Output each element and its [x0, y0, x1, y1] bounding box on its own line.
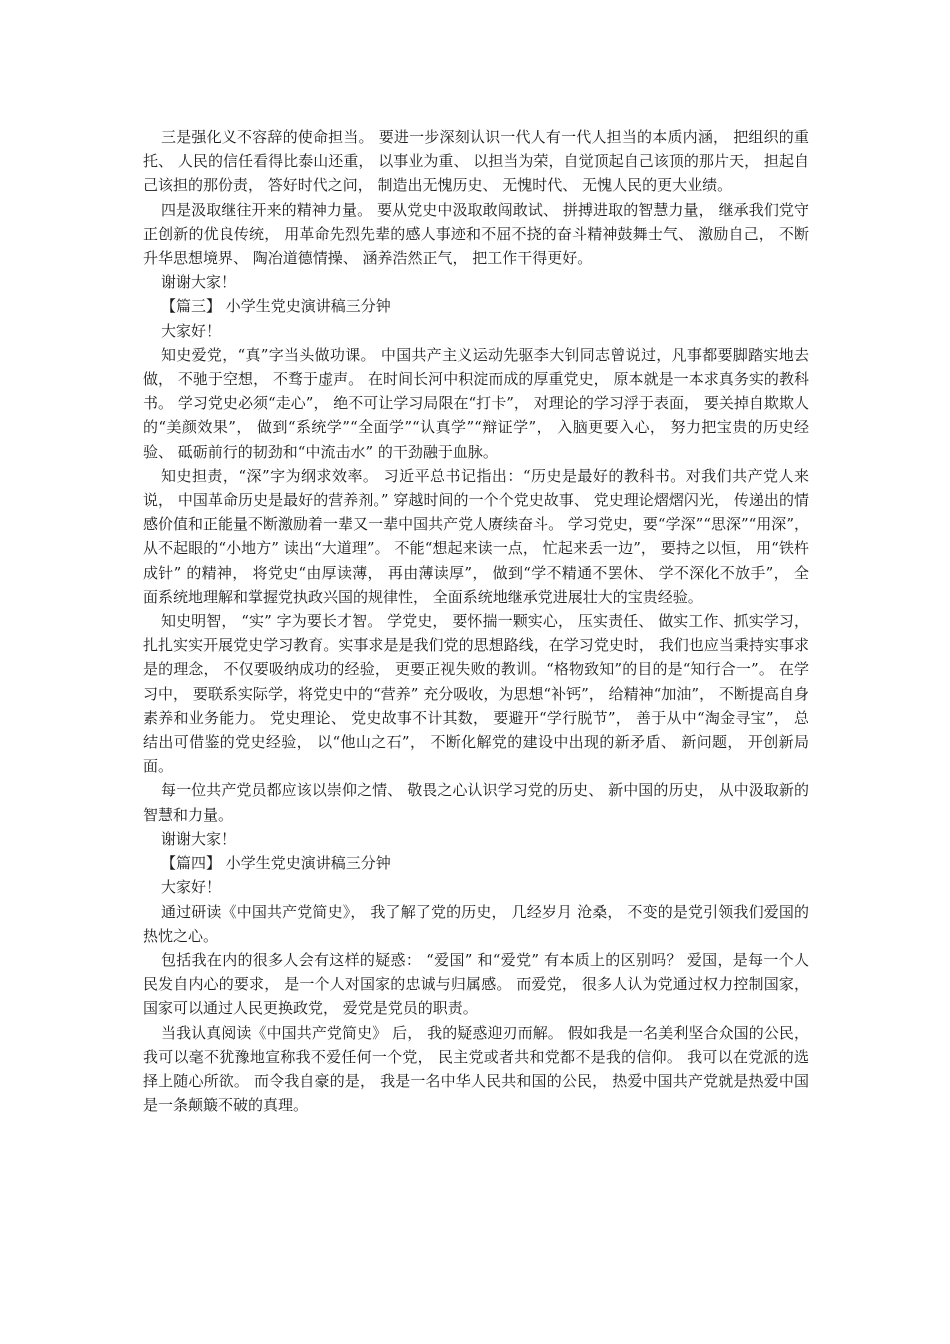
paragraph-spirit: 四是汲取继往开来的精神力量。 要从党史中汲取敢闯敢试、 拼搏进取的智慧力量， 继承我们党守正创新的优良传统， 用革命先烈先辈的感人事迹和不屈不挠的奋斗精神鼓舞士气、 激励自己， 不断升华思想境界、 陶冶道德情操、 涵养浩然正气， 把工作干得更好。 — [143, 200, 809, 268]
paragraph-question: 包括我在内的很多人会有这样的疑惑： “爱国” 和“爱党” 有本质上的区别吗？ 爱国，是每一个人民发自内心的要求， 是一个人对国家的忠诚与归属感。 而爱党， 很多人认为党通过权力控制国家， 国家可以通过人民更换政党， 爱党是党员的职责。 — [143, 950, 809, 1018]
paragraph-answer: 当我认真阅读《中国共产党简史》 后， 我的疑惑迎刃而解。 假如我是一名美利坚合众国的公民， 我可以毫不犹豫地宣称我不爱任何一个党， 民主党或者共和党都不是我的信仰。 我可以在党派的选择上随心所欲。 而令我自豪的是， 我是一名中华人民共和国的公民， 热爱中国共产党就是热爱中国是一条颠簸不破的真理。 — [143, 1023, 809, 1115]
paragraph-summary: 每一位共产党员都应该以崇仰之情、 敬畏之心认识学习党的历史、 新中国的历史， 从中汲取新的智慧和力量。 — [143, 781, 809, 824]
paragraph-shen: 知史担责，“深”字为纲求效率。 习近平总书记指出：“历史是最好的教科书。对我们共产党人来说， 中国革命历史是最好的营养剂。” 穿越时间的一个个党史故事、 党史理论熠熠闪光， 传递出的情感价值和正能量不断激励着一辈又一辈中国共产党人赓续奋斗。 学习党史，要“学深”“思深”“用深”， 从不起眼的“小地方” 读出“大道理”。 不能“想起来读一点， 忙起来丢一边”， 要持之以恒， 用“铁杵成针” 的精神， 将党史“由厚读薄， 再由薄读厚”， 做到“学不精通不罢休、 学不深化不放手”， 全面系统地理解和掌握党执政兴国的规律性， 全面系统地继承党进展壮大的宝贵经验。 — [143, 466, 809, 606]
paragraph-shi: 知史明智， “实” 字为要长才智。 学党史， 要怀揣一颗实心， 压实责任、 做实工作、抓实学习， 扎扎实实开展党史学习教育。实事求是是我们党的思想路线，在学习党史时， 我们也应当秉持实事求是的理念， 不仅要吸纳成功的经验， 更要正视失败的教训。“格物致知”的目的是“知行合一”。 在学习中， 要联系实际学，将党史中的“营养” 充分吸收，为思想“补钙”， 给精神“加油”， 不断提高自身素养和业务能力。 党史理论、 党史故事不计其数， 要避开“学行脱节”， 善于从中“淘金寻宝”， 总结出可借鉴的党史经验， 以“他山之石”， 不断化解党的建设中出现的新矛盾、 新问题， 开创新局面。 — [143, 612, 809, 776]
section-heading-4: 【篇四】 小学生党史演讲稿三分钟 — [161, 854, 391, 873]
greeting: 大家好！ — [161, 878, 222, 897]
document-body — [143, 125, 809, 1117]
closing-thanks: 谢谢大家！ — [161, 829, 237, 848]
paragraph-history-study: 通过研读《中国共产党简史》， 我了解了党的历史， 几经岁月 沧桑， 不变的是党引领我们爱国的热忱之心。 — [143, 902, 809, 945]
greeting: 大家好！ — [161, 321, 222, 340]
paragraph-zhen: 知史爱党，“真”字当头做功课。 中国共产主义运动先驱李大钊同志曾说过，凡事都要脚踏实地去做， 不驰于空想， 不骛于虚声。 在时间长河中积淀而成的厚重党史， 原本就是一本求真务实的教科书。 学习党史必须“走心”， 绝不可让学习局限在“打卡”， 对理论的学习浮于表面， 要关掉自欺欺人的“美颜效果”， 做到“系统学”“全面学”“认真学”“辩证学”， 入脑更要入心， 努力把宝贵的历史经验、 砥砺前行的韧劲和“中流击水” 的干劲融于血脉。 — [143, 345, 809, 461]
paragraph-duty: 三是强化义不容辞的使命担当。 要进一步深刻认识一代人有一代人担当的本质内涵， 把组织的重托、 人民的信任看得比泰山还重， 以事业为重、 以担当为荣，自觉顶起自己该顶的那片天， 担起自己该担的那份责， 答好时代之问， 制造出无愧历史、 无愧时代、 无愧人民的更大业绩。 — [143, 128, 809, 195]
section-heading-3: 【篇三】 小学生党史演讲稿三分钟 — [161, 297, 391, 316]
closing-thanks: 谢谢大家！ — [161, 273, 237, 292]
